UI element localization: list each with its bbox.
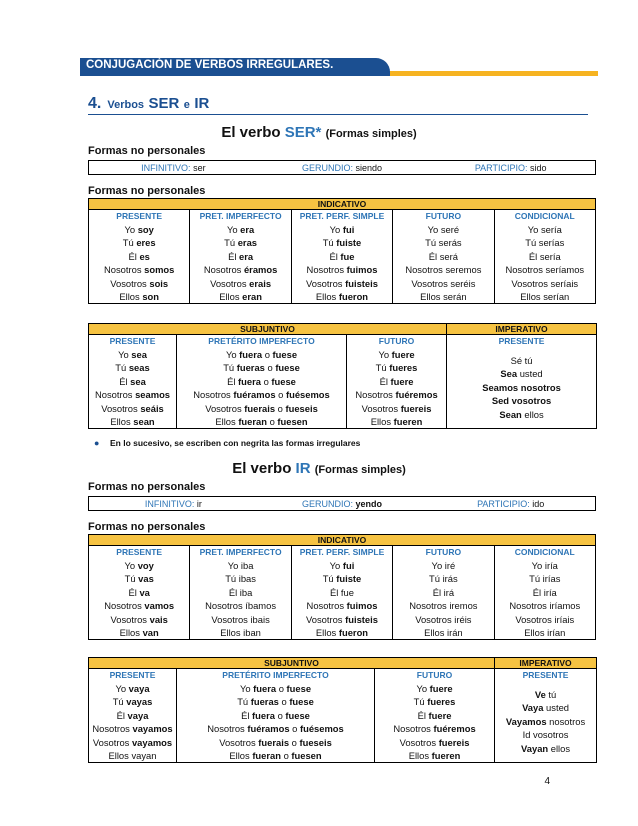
conjugation-cell: Ellos fueron	[291, 626, 392, 639]
ser-mood-header: INDICATIVO	[89, 199, 596, 210]
conjugation-cell: Tú serías	[494, 236, 595, 249]
ir-np-row	[88, 496, 596, 511]
conjugation-cell: Nosotros íbamos	[190, 599, 291, 612]
conjugation-cell: Ellos fueran o fuesen	[177, 749, 375, 762]
ser-gerundio-value: siendo	[355, 162, 383, 173]
conjugation-cell: Yo fuera o fuese	[177, 348, 347, 361]
conjugation-cell: Nosotros fuimos	[291, 599, 392, 612]
bold-note-text: En lo sucesivo, se escriben con negrita las formas irregulares	[110, 438, 361, 448]
conjugation-cell: Tú irás	[393, 572, 494, 585]
conjugation-cell: Ellos son	[89, 290, 190, 303]
conjugation-cell: Yo iré	[393, 559, 494, 572]
imperative-cell: Ve tú Vaya usted Vayamos nosotros Id vosotros Vayan ellos	[495, 682, 597, 762]
ir-col-header: PRESENTE	[89, 546, 190, 559]
conjugation-cell: Tú fueras o fuese	[177, 361, 347, 374]
conjugation-cell: Yo fuera o fuese	[177, 682, 375, 695]
conjugation-cell: Vosotros iréis	[393, 612, 494, 625]
ir-col-header: FUTURO	[393, 546, 494, 559]
conjugation-cell: Vosotros ibais	[190, 612, 291, 625]
conjugation-cell: Él sería	[494, 250, 595, 263]
ir-col-header: PRET. IMPERFECTO	[190, 546, 291, 559]
conjugation-cell: Nosotros iríamos	[494, 599, 595, 612]
ser-participio-value: sido	[530, 162, 547, 173]
conjugation-cell: Yo fui	[291, 559, 392, 572]
ser-col-header: FUTURO	[347, 335, 447, 348]
conjugation-cell: Vosotros seríais	[494, 276, 595, 289]
ser-indicativo-table	[88, 198, 596, 304]
ser-np-row	[88, 160, 596, 175]
conjugation-cell: Vosotros erais	[190, 276, 291, 289]
ser-gerundio-label: GERUNDIO:	[301, 162, 353, 173]
conjugation-cell: Nosotros éramos	[190, 263, 291, 276]
conjugation-cell: Él fuera o fuese	[177, 375, 347, 388]
ser-col-header: PRET. IMPERFECTO	[190, 210, 291, 223]
table-row	[89, 236, 596, 249]
conjugation-cell: Yo iría	[494, 559, 595, 572]
table-row	[89, 572, 596, 585]
table-row	[89, 682, 597, 695]
conjugation-cell: Ellos iban	[190, 626, 291, 639]
conjugation-cell: Él será	[393, 250, 494, 263]
section-heading	[88, 95, 588, 115]
ir-indicativo-table	[88, 534, 596, 640]
section-verb-ser: SER	[148, 95, 180, 112]
conjugation-cell: Tú irías	[494, 572, 595, 585]
conjugation-cell: Él iría	[494, 586, 595, 599]
ser-infinitivo-label: INFINITIVO:	[141, 162, 191, 173]
page-number: 4	[544, 776, 550, 787]
conjugation-cell: Nosotros vayamos	[89, 722, 177, 735]
conjugation-cell: Yo era	[190, 223, 291, 236]
table-row	[89, 599, 596, 612]
ir-title-prefix: El verbo	[232, 460, 292, 477]
conjugation-cell: Él irá	[393, 586, 494, 599]
conjugation-cell: Yo sería	[494, 223, 595, 236]
conjugation-cell: Nosotros fuéramos o fuésemos	[177, 388, 347, 401]
ser-imper-col-header: PRESENTE	[447, 335, 597, 348]
conjugation-cell: Nosotros fuimos	[291, 263, 392, 276]
conjugation-cell: Él sea	[89, 375, 177, 388]
conjugation-cell: Yo iba	[190, 559, 291, 572]
conjugation-cell: Él vaya	[89, 709, 177, 722]
ser-col-header: PRESENTE	[89, 335, 177, 348]
table-row	[89, 348, 597, 361]
conjugation-cell: Él fuere	[347, 375, 447, 388]
conjugation-cell: Ellos irán	[393, 626, 494, 639]
conjugation-cell: Nosotros vamos	[89, 599, 190, 612]
conjugation-cell: Él fuera o fuese	[177, 709, 375, 722]
ser-subj-header: SUBJUNTIVO	[89, 324, 447, 335]
conjugation-cell: Ellos vayan	[89, 749, 177, 762]
conjugation-cell: Vosotros iríais	[494, 612, 595, 625]
conjugation-cell: Vosotros fuereis	[375, 735, 495, 748]
conjugation-cell: Ellos serán	[393, 290, 494, 303]
conjugation-cell: Tú ibas	[190, 572, 291, 585]
ser-col-header: CONDICIONAL	[494, 210, 595, 223]
conjugation-cell: Nosotros somos	[89, 263, 190, 276]
ir-subj-header: SUBJUNTIVO	[89, 658, 495, 669]
ir-participio-label: PARTICIPIO:	[477, 498, 530, 509]
conjugation-cell: Tú fuiste	[291, 236, 392, 249]
conjugation-cell: Vosotros seáis	[89, 401, 177, 414]
conjugation-cell: Él va	[89, 586, 190, 599]
ser-subjuntivo-table	[88, 323, 597, 429]
ir-imper-header: IMPERATIVO	[495, 658, 597, 669]
conjugation-cell: Él fue	[291, 586, 392, 599]
conjugation-cell: Ellos fueren	[375, 749, 495, 762]
ir-col-header: PRET. PERF. SIMPLE	[291, 546, 392, 559]
conjugation-cell: Yo fui	[291, 223, 392, 236]
conjugation-cell: Yo fuere	[347, 348, 447, 361]
page-banner	[80, 54, 598, 76]
ir-infinitivo-label: INFINITIVO:	[144, 498, 195, 509]
conjugation-cell: Tú vayas	[89, 695, 177, 708]
ser-title-verb: SER*	[284, 124, 322, 141]
conjugation-cell: Vosotros fuerais o fueseis	[177, 735, 375, 748]
ir-np-label-2: Formas no personales	[88, 521, 206, 533]
conjugation-cell: Tú vas	[89, 572, 190, 585]
ser-np-label: Formas no personales	[88, 145, 206, 157]
ser-col-header: PRETÉRITO IMPERFECTO	[177, 335, 347, 348]
conjugation-cell: Yo soy	[89, 223, 190, 236]
conjugation-cell: Él fue	[291, 250, 392, 263]
ir-mood-header: INDICATIVO	[89, 535, 596, 546]
conjugation-cell: Nosotros seamos	[89, 388, 177, 401]
ir-subjuntivo-table	[88, 657, 597, 763]
conjugation-cell: Ellos fueron	[291, 290, 392, 303]
conjugation-cell: Tú fueres	[347, 361, 447, 374]
ir-np-label: Formas no personales	[88, 481, 206, 493]
ir-col-header: CONDICIONAL	[494, 546, 595, 559]
conjugation-cell: Ellos fueren	[347, 415, 447, 428]
conjugation-cell: Yo fuere	[375, 682, 495, 695]
table-row	[89, 250, 596, 263]
ser-col-header: PRET. PERF. SIMPLE	[291, 210, 392, 223]
ir-imper-col-header: PRESENTE	[495, 669, 597, 682]
ir-participio-value: ido	[532, 498, 545, 509]
ir-title-verb: IR	[295, 460, 311, 477]
section-conj: e	[183, 99, 190, 111]
ser-infinitivo-value: ser	[193, 162, 206, 173]
conjugation-cell: Vosotros vayamos	[89, 735, 177, 748]
conjugation-cell: Nosotros fuéremos	[347, 388, 447, 401]
table-row	[89, 626, 596, 639]
ir-title-suffix: (Formas simples)	[314, 464, 406, 476]
ser-np-label-2: Formas no personales	[88, 185, 206, 197]
conjugation-cell: Nosotros fuéramos o fuésemos	[177, 722, 375, 735]
banner-title: CONJUGACIÓN DE VERBOS IRREGULARES.	[86, 59, 334, 71]
ir-infinitivo-value: ir	[196, 498, 202, 509]
conjugation-cell: Vosotros fuerais o fueseis	[177, 401, 347, 414]
conjugation-cell: Vosotros seréis	[393, 276, 494, 289]
conjugation-cell: Vosotros fuisteis	[291, 612, 392, 625]
table-row	[89, 612, 596, 625]
table-row	[89, 223, 596, 236]
bullet-icon: ●	[94, 438, 100, 448]
conjugation-cell: Él fuere	[375, 709, 495, 722]
conjugation-cell: Vosotros fuereis	[347, 401, 447, 414]
conjugation-cell: Tú fueres	[375, 695, 495, 708]
conjugation-cell: Yo vaya	[89, 682, 177, 695]
conjugation-cell: Yo voy	[89, 559, 190, 572]
conjugation-cell: Tú eres	[89, 236, 190, 249]
table-row	[89, 290, 596, 303]
ir-col-header: PRETÉRITO IMPERFECTO	[177, 669, 375, 682]
ser-col-header: PRESENTE	[89, 210, 190, 223]
conjugation-cell: Yo seré	[393, 223, 494, 236]
conjugation-cell: Él es	[89, 250, 190, 263]
ser-title-prefix: El verbo	[221, 124, 281, 141]
table-row	[89, 276, 596, 289]
conjugation-cell: Tú fuiste	[291, 572, 392, 585]
ser-participio-label: PARTICIPIO:	[474, 162, 528, 173]
ir-gerundio-label: GERUNDIO:	[301, 498, 353, 509]
conjugation-cell: Ellos eran	[190, 290, 291, 303]
conjugation-cell: Yo sea	[89, 348, 177, 361]
ir-col-header: PRESENTE	[89, 669, 177, 682]
section-label: Verbos	[107, 99, 145, 111]
conjugation-cell: Tú fueras o fuese	[177, 695, 375, 708]
ser-title	[0, 124, 638, 141]
conjugation-cell: Ellos fueran o fuesen	[177, 415, 347, 428]
conjugation-cell: Ellos van	[89, 626, 190, 639]
table-row	[89, 559, 596, 572]
ser-imper-header: IMPERATIVO	[447, 324, 597, 335]
ir-title	[0, 460, 638, 477]
bold-note	[94, 438, 361, 448]
table-row	[89, 586, 596, 599]
ir-col-header: FUTURO	[375, 669, 495, 682]
ser-title-suffix: (Formas simples)	[325, 128, 417, 140]
conjugation-cell: Ellos irían	[494, 626, 595, 639]
conjugation-cell: Ellos serían	[494, 290, 595, 303]
conjugation-cell: Él iba	[190, 586, 291, 599]
conjugation-cell: Nosotros seremos	[393, 263, 494, 276]
conjugation-cell: Ellos sean	[89, 415, 177, 428]
conjugation-cell: Nosotros fuéremos	[375, 722, 495, 735]
conjugation-cell: Vosotros sois	[89, 276, 190, 289]
conjugation-cell: Tú serás	[393, 236, 494, 249]
imperative-cell: Sé tú Sea usted Seamos nosotros Sed vosotros Sean ellos	[447, 348, 597, 428]
section-verb-ir: IR	[194, 95, 210, 112]
conjugation-cell: Tú seas	[89, 361, 177, 374]
conjugation-cell: Vosotros vais	[89, 612, 190, 625]
ser-col-header: FUTURO	[393, 210, 494, 223]
conjugation-cell: Él era	[190, 250, 291, 263]
table-row	[89, 263, 596, 276]
conjugation-cell: Nosotros iremos	[393, 599, 494, 612]
conjugation-cell: Tú eras	[190, 236, 291, 249]
conjugation-cell: Nosotros seríamos	[494, 263, 595, 276]
section-number: 4.	[88, 95, 102, 112]
conjugation-cell: Vosotros fuisteis	[291, 276, 392, 289]
ir-gerundio-value: yendo	[355, 498, 383, 509]
